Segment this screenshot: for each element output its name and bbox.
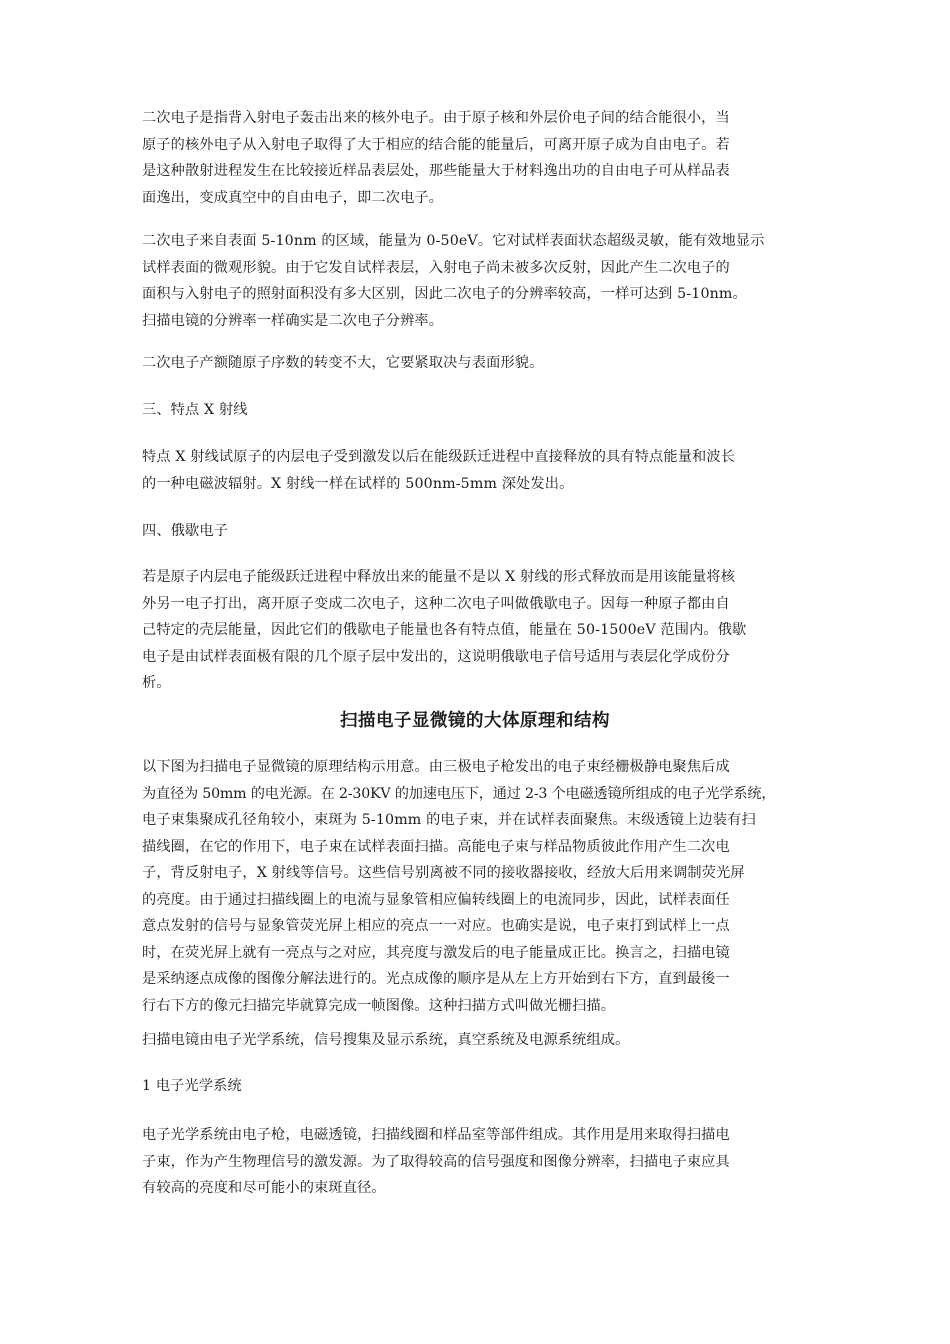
text-line: 子，背反射电子，X 射线等信号。这些信号别离被不同的接收器接收，经放大后用来调制荧光屏 <box>142 865 745 881</box>
text-line: 四、俄歇电子 <box>142 523 229 539</box>
text-line: 析。 <box>142 675 171 691</box>
text-line: 是这种散射进程发生在比较接近样品表层处，那些能量大于材料逸出功的自由电子可从样品表 <box>142 163 730 179</box>
text-line: 二次电子是指背入射电子轰击出来的核外电子。由于原子核和外层价电子间的结合能很小，当 <box>142 110 730 126</box>
text-line: 的亮度。由于通过扫描线圈上的电流与显象管相应偏转线圈上的电流同步，因此，试样表面任 <box>142 891 730 908</box>
paragraph-secondary-electrons-definition <box>142 105 820 211</box>
text-line: 扫描电镜的分辨率一样确实是二次电子分辨率。 <box>142 312 444 329</box>
text-line: 特点 X 射线试原子的内层电子受到激发以后在能级跃迁进程中直接释放的具有特点能量和波长 <box>142 449 736 465</box>
heading-characteristic-xray <box>142 397 820 424</box>
paragraph-electron-optical-system <box>142 1122 820 1202</box>
text-line: 二次电子来自表面 5-10nm 的区域，能量为 0-50eV。它对试样表面状态超级灵敏，能有效地显示 <box>142 233 765 249</box>
paragraph-auger-electrons <box>142 564 820 697</box>
text-line: 以下图为扫描电子显微镜的原理结构示用意。由三极电子枪发出的电子束经栅极静电聚焦后成 <box>142 759 730 775</box>
text-line: 面逸出，变成真空中的自由电子，即二次电子。 <box>142 189 444 206</box>
section-title: 扫描电子显微镜的大体原理和结构 <box>340 711 610 731</box>
paragraph-secondary-electrons-yield <box>142 350 820 377</box>
text-line: 原子的核外电子从入射电子取得了大于相应的结合能的能量后，可离开原子成为自由电子。若 <box>142 136 730 153</box>
paragraph-characteristic-xray <box>142 444 820 497</box>
text-line: 电子是由试样表面极有限的几个原子层中发出的，这说明俄歇电子信号适用与表层化学成份分 <box>142 648 730 665</box>
paragraph-secondary-electrons-resolution <box>142 228 820 334</box>
paragraph-sem-principle <box>142 754 820 1019</box>
text-line: 为直径为 50mm 的电光源。在 2-30KV 的加速电压下，通过 2-3 个电磁透镜所组成的电子光学系统， <box>142 785 776 802</box>
text-line: 描线圈，在它的作用下，电子束在试样表面扫描。高能电子束与样品物质彼此作用产生二次电 <box>142 838 730 855</box>
text-line: 时，在荧光屏上就有一亮点与之对应，其亮度与激发后的电子能量成正比。换言之，扫描电镜 <box>142 944 730 961</box>
text-line: 1 电子光学系统 <box>142 1078 242 1094</box>
text-line: 的一种电磁波辐射。X 射线一样在试样的 500nm-5mm 深处发出。 <box>142 475 574 492</box>
text-line: 电子束集聚成孔径角较小，束斑为 5-10mm 的电子束，并在试样表面聚焦。末级透镜上边装有扫 <box>142 812 756 828</box>
text-line: 电子光学系统由电子枪，电磁透镜，扫描线圈和样品室等部件组成。其作用是用来取得扫描电 <box>142 1127 730 1143</box>
heading-auger-electrons <box>142 518 820 545</box>
text-line: 己特定的壳层能量，因此它们的俄歇电子能量也各有特点值，能量在 50-1500eV 范围内。俄歇 <box>142 622 747 638</box>
text-line: 意点发射的信号与显象管荧光屏上相应的亮点一一对应。也确实是说，电子束打到试样上一点 <box>142 918 730 934</box>
text-line: 有较高的亮度和尽可能小的束斑直径。 <box>142 1180 386 1196</box>
heading-electron-optical-system <box>142 1073 820 1100</box>
text-line: 是采纳逐点成像的图像分解法进行的。光点成像的顺序是从左上方开始到右下方，直到最後一 <box>142 971 730 987</box>
text-line: 行右下方的像元扫描完毕就算完成一帧图像。这种扫描方式叫做光栅扫描。 <box>142 997 616 1014</box>
text-line: 三、特点 X 射线 <box>142 402 248 418</box>
paragraph-sem-components <box>142 1027 820 1054</box>
text-line: 面积与入射电子的照射面积没有多大区别，因此二次电子的分辨率较高，一样可达到 5-10nm。 <box>142 286 747 302</box>
text-line: 外另一电子打出，离开原子变成二次电子，这种二次电子叫做俄歇电子。因每一种原子都由自 <box>142 595 730 612</box>
text-line: 子束，作为产生物理信号的激发源。为了取得较高的信号强度和图像分辨率，扫描电子束应具 <box>142 1153 730 1170</box>
text-line: 扫描电镜由电子光学系统，信号搜集及显示系统，真空系统及电源系统组成。 <box>142 1032 630 1048</box>
text-line: 试样表面的微观形貌。由于它发自试样表层，入射电子尚未被多次反射，因此产生二次电子的 <box>142 259 730 276</box>
text-line: 若是原子内层电子能级跃迁进程中释放出来的能量不是以 X 射线的形式释放而是用该能量将核 <box>142 569 736 585</box>
text-line: 二次电子产额随原子序数的转变不大，它要紧取决与表面形貌。 <box>142 355 544 371</box>
